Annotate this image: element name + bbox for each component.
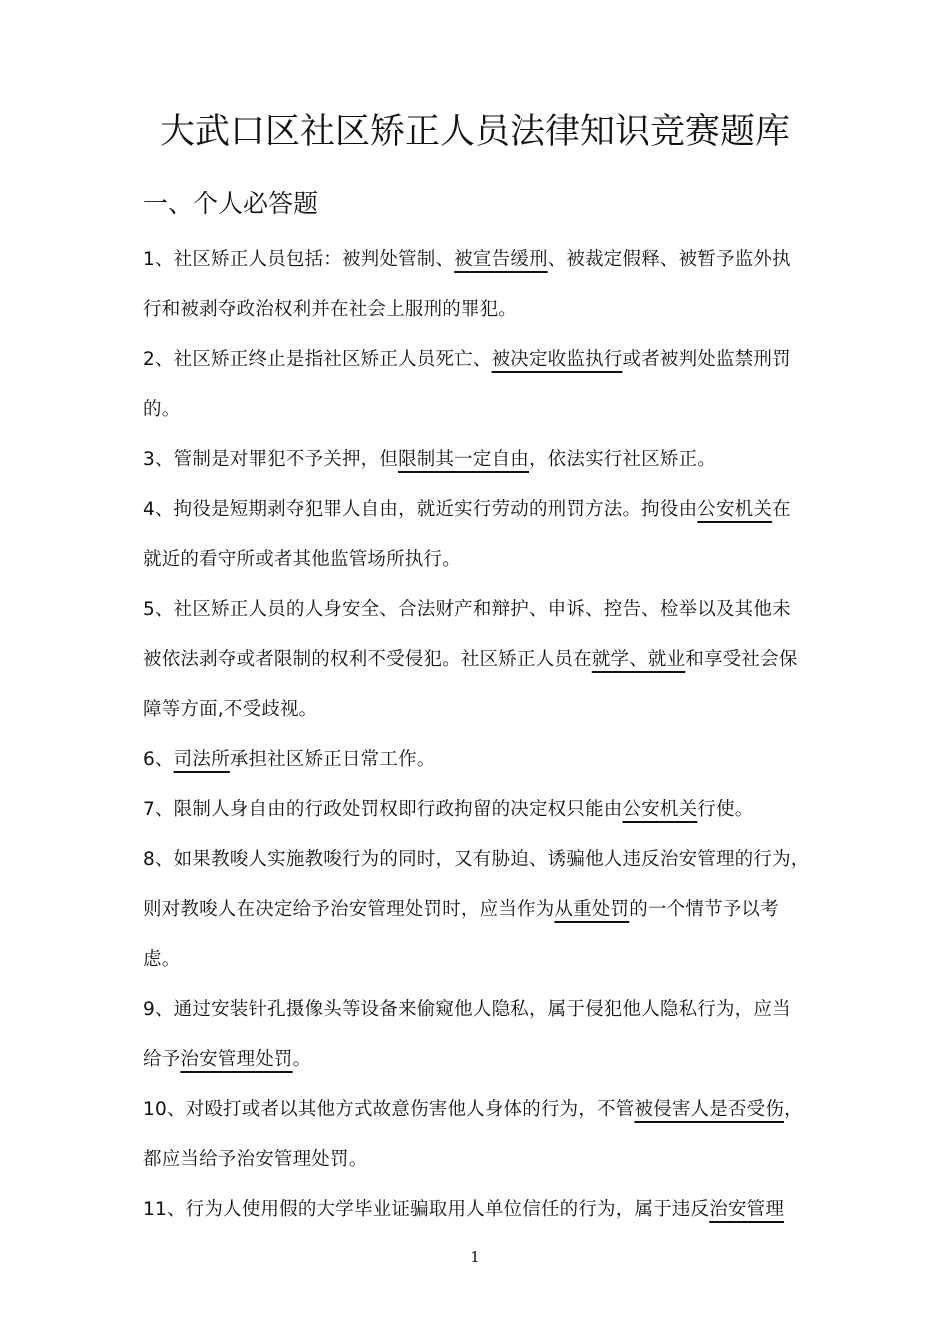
text-line: 都应当给予治安管理处罚。	[143, 1149, 368, 1170]
text-line: 则对教唆人在决定给予治安管理处罚时，应当作为从重处罚的一个情节予以考	[143, 899, 779, 920]
page-number: 1	[470, 1248, 480, 1266]
document-title: 大武口区社区矫正人员法律知识竞赛题库	[159, 112, 790, 152]
underlined-answer: 司法所	[173, 749, 230, 770]
underlined-answer: 被决定收监执行	[491, 349, 623, 370]
text-line: 7、限制人身自由的行政处罚权即行政拘留的决定权只能由公安机关行使。	[143, 799, 754, 820]
underlined-answer: 从重处罚	[554, 899, 630, 920]
underlined-answer: 公安机关	[622, 799, 698, 820]
underlined-answer: 就学、就业	[591, 649, 686, 670]
text-line: 就近的看守所或者其他监管场所执行。	[143, 549, 461, 570]
text-line: 10、对殴打或者以其他方式故意伤害他人身体的行为，不管被侵害人是否受伤，	[143, 1099, 803, 1120]
text-line: 的。	[143, 399, 181, 420]
underlined-answer: 治安管理处罚	[180, 1049, 293, 1070]
text-line: 11、行为人使用假的大学毕业证骗取用人单位信任的行为，属于违反治安管理	[143, 1199, 785, 1220]
underlined-answer: 治安管理	[709, 1199, 785, 1220]
text-line: 虑。	[143, 949, 181, 970]
text-line: 给予治安管理处罚。	[143, 1049, 312, 1070]
text-line: 8、如果教唆人实施教唆行为的同时，又有胁迫、诱骗他人违反治安管理的行为，	[143, 849, 810, 870]
text-line: 4、拘役是短期剥夺犯罪人自由，就近实行劳动的刑罚方法。拘役由公安机关在	[143, 499, 791, 520]
text-line: 2、社区矫正终止是指社区矫正人员死亡、被决定收监执行或者被判处监禁刑罚	[143, 349, 791, 370]
underlined-answer: 被侵害人是否受伤	[634, 1099, 785, 1120]
underlined-answer: 公安机关	[697, 499, 773, 520]
text-line: 障等方面,不受歧视。	[143, 699, 318, 720]
text-line: 9、通过安装针孔摄像头等设备来偷窥他人隐私，属于侵犯他人隐私行为，应当	[143, 999, 791, 1020]
text-line: 1、社区矫正人员包括：被判处管制、被宣告缓刑、被裁定假释、被暂予监外执	[143, 249, 791, 270]
text-line: 行和被剥夺政治权利并在社会上服刑的罪犯。	[143, 299, 518, 320]
underlined-answer: 被宣告缓刑	[454, 249, 548, 270]
text-line: 6、司法所承担社区矫正日常工作。	[143, 749, 436, 770]
text-line: 5、社区矫正人员的人身安全、合法财产和辩护、申诉、控告、检举以及其他未	[143, 599, 791, 620]
section-heading: 一、个人必答题	[143, 189, 319, 218]
text-line: 被依法剥夺或者限制的权利不受侵犯。社区矫正人员在就学、就业和享受社会保	[143, 649, 798, 670]
underlined-answer: 限制其一定自由	[398, 449, 529, 470]
text-line: 3、管制是对罪犯不予关押，但限制其一定自由，依法实行社区矫正。	[143, 449, 716, 470]
